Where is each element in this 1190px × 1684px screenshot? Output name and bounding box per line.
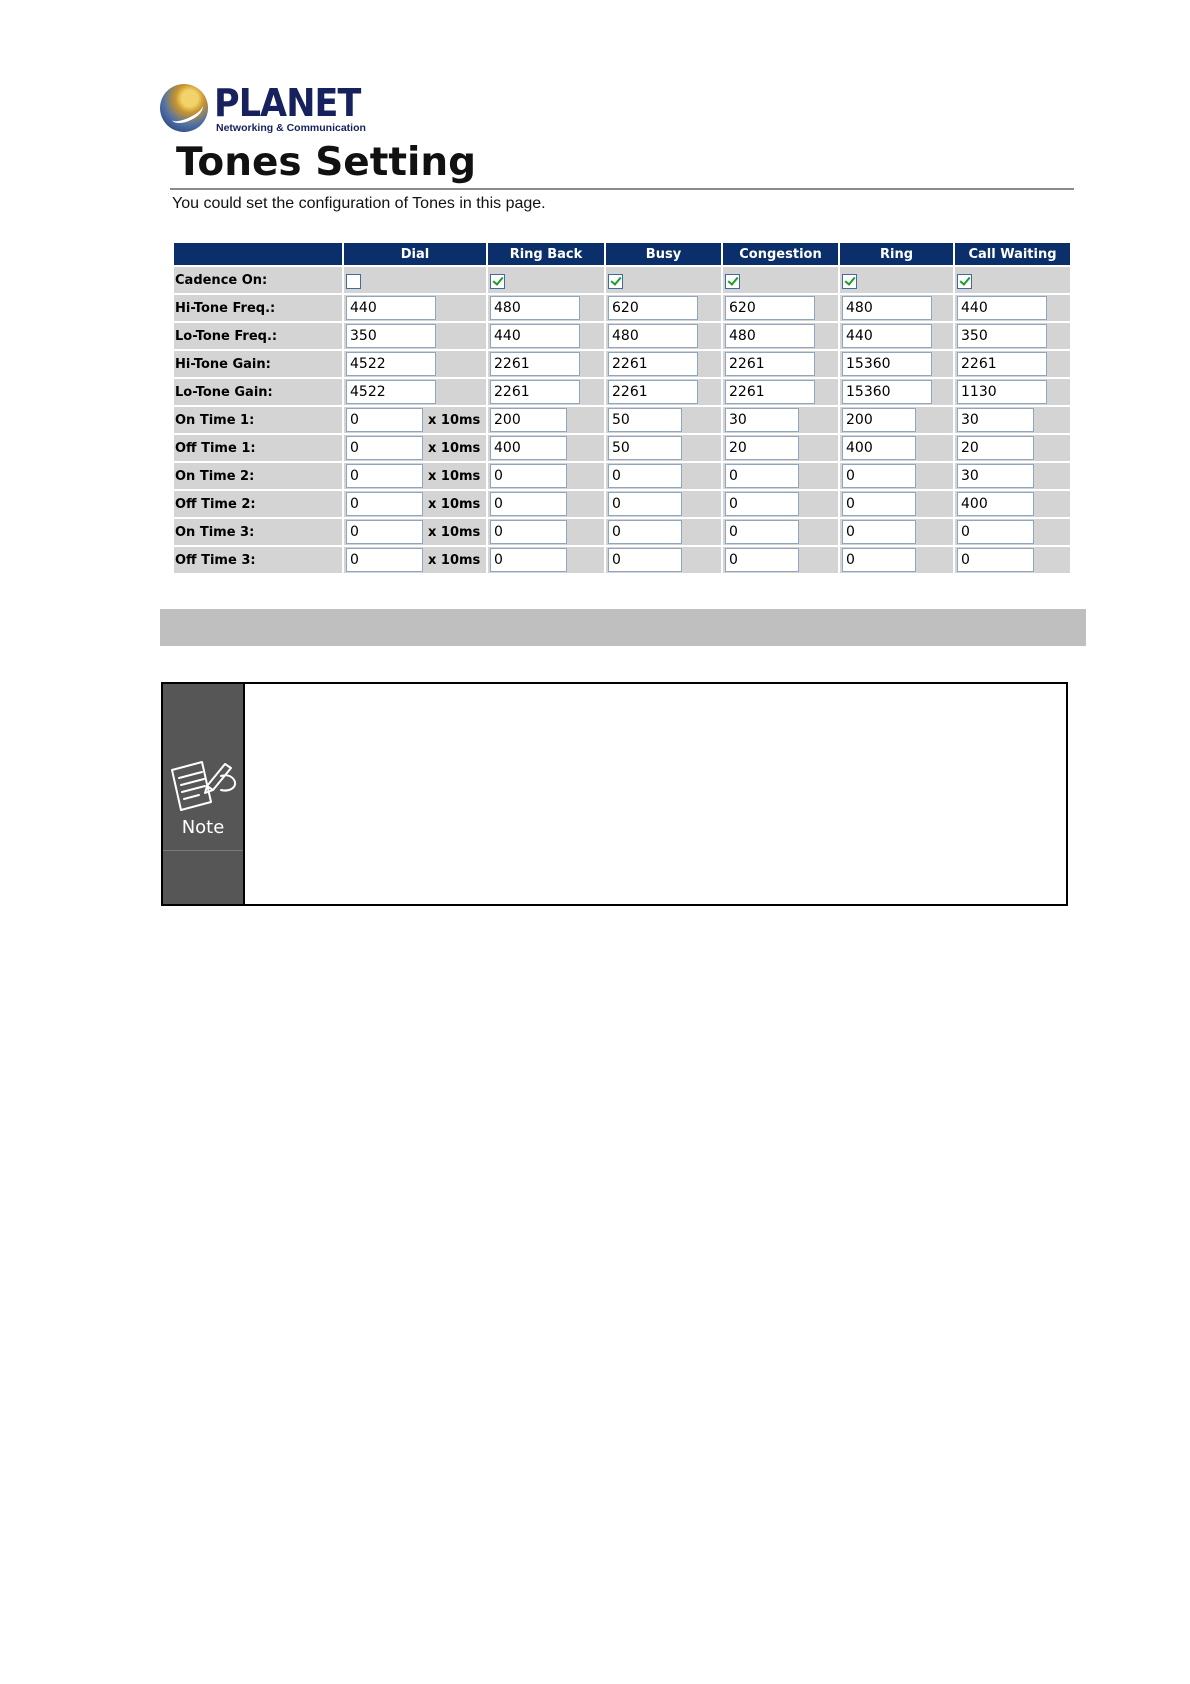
- row-label: Hi-Tone Freq.:: [174, 295, 342, 323]
- off-time-1-field-call-waiting[interactable]: 20: [957, 436, 1034, 460]
- row-on-time-1: [174, 407, 1070, 435]
- row-hi-tone-freq: [174, 295, 1070, 323]
- on-time-3-field-congestion[interactable]: 0: [725, 520, 799, 544]
- row-label: Cadence On:: [174, 267, 342, 295]
- on-time-1-field-call-waiting[interactable]: 30: [957, 408, 1034, 432]
- cadence-checkbox-congestion[interactable]: [725, 274, 740, 289]
- on-time-1-field-dial[interactable]: 0: [346, 408, 423, 432]
- off-time-1-field-congestion[interactable]: 20: [725, 436, 799, 460]
- globe-icon: [160, 84, 208, 132]
- on-time-1-field-congestion[interactable]: 30: [725, 408, 799, 432]
- hi-gain-field-ring[interactable]: 15360: [842, 352, 932, 376]
- lo-gain-field-dial[interactable]: 4522: [346, 380, 436, 404]
- cadence-checkbox-ring[interactable]: [842, 274, 857, 289]
- lo-gain-field-ring[interactable]: 15360: [842, 380, 932, 404]
- row-label: On Time 2:: [174, 463, 342, 491]
- off-time-1-field-dial[interactable]: 0: [346, 436, 423, 460]
- unit-label: x 10ms: [428, 552, 481, 568]
- row-label: Lo-Tone Gain:: [174, 379, 342, 407]
- lo-freq-field-ring-back[interactable]: 440: [490, 324, 580, 348]
- on-time-1-field-ring[interactable]: 200: [842, 408, 916, 432]
- title-divider: [170, 188, 1074, 190]
- row-label: Off Time 3:: [174, 547, 342, 575]
- off-time-2-field-call-waiting[interactable]: 400: [957, 492, 1034, 516]
- lo-freq-field-ring[interactable]: 440: [842, 324, 932, 348]
- gray-bar: [160, 609, 1086, 646]
- hi-gain-field-call-waiting[interactable]: 2261: [957, 352, 1047, 376]
- off-time-2-field-congestion[interactable]: 0: [725, 492, 799, 516]
- on-time-1-field-busy[interactable]: 50: [608, 408, 682, 432]
- on-time-2-field-dial[interactable]: 0: [346, 464, 423, 488]
- hi-gain-field-busy[interactable]: 2261: [608, 352, 698, 376]
- unit-label: x 10ms: [428, 524, 481, 540]
- off-time-3-field-busy[interactable]: 0: [608, 548, 682, 572]
- on-time-3-field-ring[interactable]: 0: [842, 520, 916, 544]
- unit-label: x 10ms: [428, 440, 481, 456]
- col-header-call-waiting: Call Waiting: [955, 243, 1070, 267]
- on-time-3-field-dial[interactable]: 0: [346, 520, 423, 544]
- cadence-checkbox-call-waiting[interactable]: [957, 274, 972, 289]
- off-time-2-field-ring-back[interactable]: 0: [490, 492, 567, 516]
- row-on-time-2: [174, 463, 1070, 491]
- brand-tagline: Networking & Communication: [216, 122, 366, 134]
- on-time-2-field-busy[interactable]: 0: [608, 464, 682, 488]
- cadence-checkbox-ring-back[interactable]: [490, 274, 505, 289]
- row-label: Off Time 2:: [174, 491, 342, 519]
- hi-gain-field-ring-back[interactable]: 2261: [490, 352, 580, 376]
- col-header-congestion: Congestion: [723, 243, 838, 267]
- lo-freq-field-call-waiting[interactable]: 350: [957, 324, 1047, 348]
- col-header-ring-back: Ring Back: [488, 243, 604, 267]
- col-header-dial: Dial: [344, 243, 486, 267]
- page-title: Tones Setting: [176, 140, 477, 185]
- hi-gain-field-congestion[interactable]: 2261: [725, 352, 815, 376]
- note-divider: [163, 850, 243, 851]
- lo-freq-field-busy[interactable]: 480: [608, 324, 698, 348]
- on-time-2-field-call-waiting[interactable]: 30: [957, 464, 1034, 488]
- row-off-time-1: [174, 435, 1070, 463]
- hi-gain-field-dial[interactable]: 4522: [346, 352, 436, 376]
- tones-table: [172, 243, 1072, 575]
- header-label-col: [174, 243, 342, 267]
- row-off-time-2: [174, 491, 1070, 519]
- off-time-3-field-ring-back[interactable]: 0: [490, 548, 567, 572]
- row-label: Lo-Tone Freq.:: [174, 323, 342, 351]
- hi-freq-field-dial[interactable]: 440: [346, 296, 436, 320]
- off-time-3-field-ring[interactable]: 0: [842, 548, 916, 572]
- note-box: [161, 682, 1068, 906]
- off-time-1-field-ring[interactable]: 400: [842, 436, 916, 460]
- lo-freq-field-dial[interactable]: 350: [346, 324, 436, 348]
- on-time-2-field-ring[interactable]: 0: [842, 464, 916, 488]
- note-writing-icon: [169, 756, 239, 812]
- off-time-2-field-busy[interactable]: 0: [608, 492, 682, 516]
- lo-gain-field-congestion[interactable]: 2261: [725, 380, 815, 404]
- hi-freq-field-call-waiting[interactable]: 440: [957, 296, 1047, 320]
- hi-freq-field-ring-back[interactable]: 480: [490, 296, 580, 320]
- row-on-time-3: [174, 519, 1070, 547]
- on-time-1-field-ring-back[interactable]: 200: [490, 408, 567, 432]
- off-time-3-field-congestion[interactable]: 0: [725, 548, 799, 572]
- col-header-busy: Busy: [606, 243, 721, 267]
- row-label: Off Time 1:: [174, 435, 342, 463]
- on-time-3-field-busy[interactable]: 0: [608, 520, 682, 544]
- hi-freq-field-ring[interactable]: 480: [842, 296, 932, 320]
- row-lo-tone-freq: [174, 323, 1070, 351]
- off-time-2-field-ring[interactable]: 0: [842, 492, 916, 516]
- lo-gain-field-ring-back[interactable]: 2261: [490, 380, 580, 404]
- unit-label: x 10ms: [428, 412, 481, 428]
- table-header-row: [174, 243, 1070, 267]
- lo-gain-field-call-waiting[interactable]: 1130: [957, 380, 1047, 404]
- row-label: On Time 3:: [174, 519, 342, 547]
- hi-freq-field-congestion[interactable]: 620: [725, 296, 815, 320]
- lo-freq-field-congestion[interactable]: 480: [725, 324, 815, 348]
- row-off-time-3: [174, 547, 1070, 575]
- row-label: On Time 1:: [174, 407, 342, 435]
- col-header-ring: Ring: [840, 243, 953, 267]
- on-time-3-field-call-waiting[interactable]: 0: [957, 520, 1034, 544]
- row-cadence-on: [174, 267, 1070, 295]
- unit-label: x 10ms: [428, 496, 481, 512]
- off-time-1-field-busy[interactable]: 50: [608, 436, 682, 460]
- page-intro: You could set the configuration of Tones in this page.: [172, 195, 546, 212]
- hi-freq-field-busy[interactable]: 620: [608, 296, 698, 320]
- lo-gain-field-busy[interactable]: 2261: [608, 380, 698, 404]
- note-label: Note: [181, 817, 225, 838]
- row-hi-tone-gain: [174, 351, 1070, 379]
- row-lo-tone-gain: [174, 379, 1070, 407]
- on-time-2-field-congestion[interactable]: 0: [725, 464, 799, 488]
- note-sidebar: [163, 684, 245, 904]
- off-time-3-field-dial[interactable]: 0: [346, 548, 423, 572]
- brand-name: PLANET: [214, 81, 361, 125]
- planet-logo: [160, 81, 366, 138]
- off-time-1-field-ring-back[interactable]: 400: [490, 436, 567, 460]
- on-time-3-field-ring-back[interactable]: 0: [490, 520, 567, 544]
- row-label: Hi-Tone Gain:: [174, 351, 342, 379]
- off-time-3-field-call-waiting[interactable]: 0: [957, 548, 1034, 572]
- unit-label: x 10ms: [428, 468, 481, 484]
- on-time-2-field-ring-back[interactable]: 0: [490, 464, 567, 488]
- cadence-checkbox-dial[interactable]: [346, 274, 361, 289]
- off-time-2-field-dial[interactable]: 0: [346, 492, 423, 516]
- cadence-checkbox-busy[interactable]: [608, 274, 623, 289]
